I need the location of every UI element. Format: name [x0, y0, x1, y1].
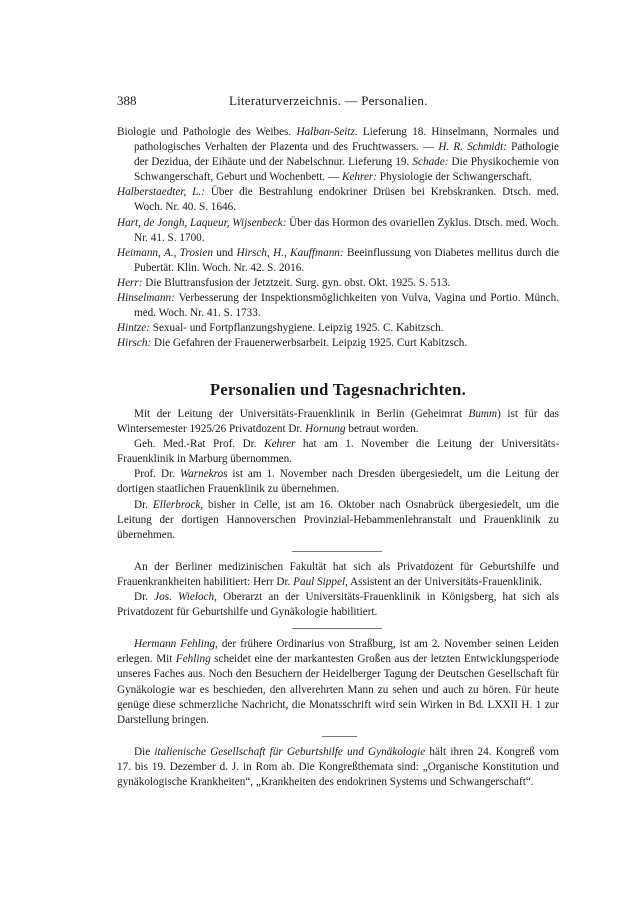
literature-list [117, 125, 559, 351]
separator-rule [322, 736, 357, 738]
separator-rule [292, 628, 382, 630]
section-heading: Personalien und Tagesnachrichten. [209, 380, 467, 399]
page-header [117, 93, 559, 113]
page-number: 388 [117, 93, 137, 108]
running-title: Literaturverzeichnis. — Personalien. [229, 93, 428, 108]
literature-entry: Hintze: Sexual- und Fortpflanzungshygiene. Leipzig 1925. C. Kabitzsch. [117, 322, 444, 335]
news-paragraph: Dr. Ellerbrock, bisher in Celle, ist am 16. Oktober nach Osnabrück übergesiedelt, um die Leitung der dortigen Hannoverschen Provinzial-Hebammenlehranstalt und Frauenklinik zu übernehmen. [117, 498, 559, 541]
literature-entry: Herr: Die Bluttransfusion der Jetztzeit. Surg. gyn. obst. Okt. 1925. S. 513. [117, 276, 451, 289]
literature-entry: Hart, de Jongh, Laqueur, Wijsenbeck: Über das Hormon des ovariellen Zyklus. Dtsch. med. Woch. Nr. 41. S. 1700. [117, 216, 559, 244]
news-paragraph: Geh. Med.-Rat Prof. Dr. Kehrer hat am 1. November die Leitung der Universitäts-Frauenklinik in Marburg übernommen. [117, 438, 559, 466]
literature-entry: Hinselmann: Verbesserung der Inspektionsmöglichkeiten von Vulva, Vagina und Portio. Münch. med. Woch. Nr. 41. S. 1733. [117, 292, 559, 320]
literature-entry: Halberstaedter, L.: Über die Bestrahlung endokriner Drüsen bei Krebskranken. Dtsch. med. Woch. Nr. 40. S. 1646. [117, 186, 559, 214]
literature-entry: Hirsch: Die Gefahren der Frauenerwerbsarbeit. Leipzig 1925. Curt Kabitzsch. [117, 337, 468, 350]
news-section [117, 407, 559, 790]
literature-entry: Biologie und Pathologie des Weibes. Halban-Seitz. Lieferung 18. Hinselmann, Normales und pathologisches Verhalten der Plazenta und des Fruchtwassers. — H. R. Schmidt: Pathologie der Dezidua, der Eihäute und der Nabelschnur. Lieferung 19. Schade: Die Physikochemie von Schwangerschaft, Geburt und Wochenbett. — Kehrer: Physiologie der Schwangerschaft. [117, 126, 560, 184]
news-paragraph: Dr. Jos. Wieloch, Oberarzt an der Universitäts-Frauenklinik in Königsberg, hat sich als Privatdozent für Geburtshilfe und Gynäkologie habilitiert. [117, 591, 559, 619]
news-paragraph: An der Berliner medizinischen Fakultät hat sich als Privatdozent für Geburtshilfe und Frauenkrankheiten habilitiert: Herr Dr. Paul Sippel, Assistent an der Universitäts-Frauenklinik. [117, 560, 559, 588]
news-paragraph: Mit der Leitung der Universitäts-Frauenklinik in Berlin (Geheimrat Bumm) ist für das Wintersemester 1925/26 Privatdozent Dr. Hornung betraut worden. [117, 408, 559, 436]
literature-entry: Heimann, A., Trosien und Hirsch, H., Kauffmann: Beeinflussung von Diabetes mellitus durch die Pubertät. Klin. Woch. Nr. 42. S. 2016. [117, 246, 559, 274]
news-paragraph: Hermann Fehling, der frühere Ordinarius von Straßburg, ist am 2. November seinen Leiden erlegen. Mit Fehling scheidet eine der markantesten Großen aus der letzten Entwicklungsperiode unseres Faches aus. Noch den Besuchern der Heidelberger Tagung der Deutschen Gesellschaft für Gynäkologie war es beschieden, den allverehrten Mann zu sehen und auch zu hören. Für heute genüge diese schmerzliche Nachricht, die Monatsschrift wird sein Wirken in Bd. LXXII H. 1 zur Darstellung bringen. [117, 638, 559, 726]
separator-rule [292, 551, 382, 553]
news-paragraph: Prof. Dr. Warnekros ist am 1. November nach Dresden übergesiedelt, um die Leitung der dortigen staatlichen Frauenklinik zu übernehmen. [117, 468, 559, 496]
news-paragraph: Die italienische Gesellschaft für Geburtshilfe und Gynäkologie hält ihren 24. Kongreß vom 17. bis 19. Dezember d. J. in Rom ab. Die Kongreßthemata sind: „Organische Konstitution und gynäkologische Krankheiten“, „Krankheiten des endokrinen Systems und Schwangerschaft“. [117, 745, 559, 788]
